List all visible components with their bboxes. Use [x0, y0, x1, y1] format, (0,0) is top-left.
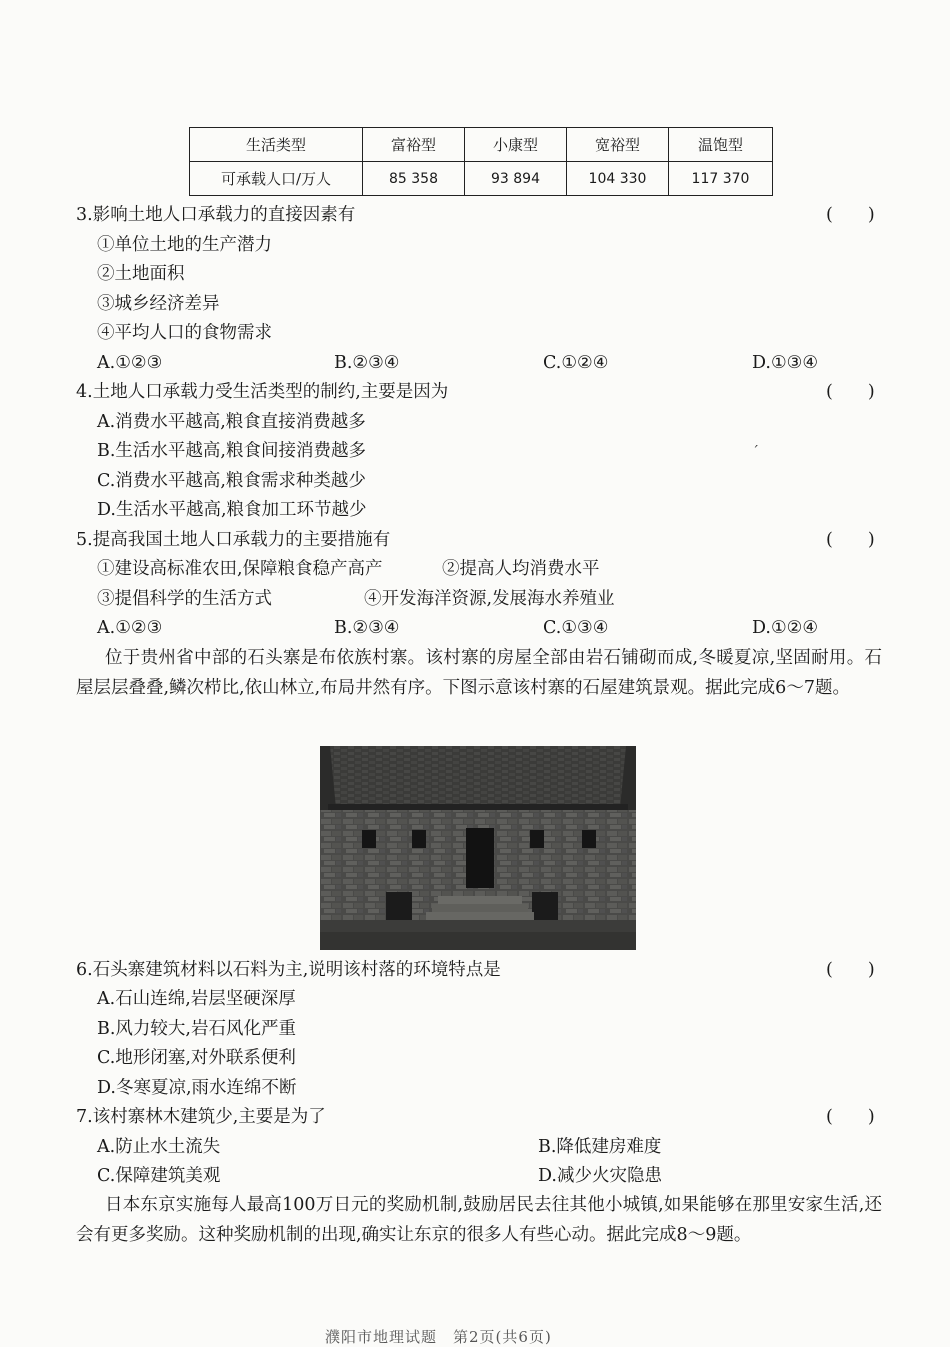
table-row [190, 162, 773, 196]
answer-bracket: ( ) [826, 530, 875, 550]
question-5-option-c: C.①③④ [543, 618, 609, 638]
question-5-option-b: B.②③④ [334, 618, 400, 638]
answer-bracket: ( ) [826, 382, 875, 402]
question-3-option-a: A.①②③ [97, 353, 163, 373]
table-header-cell: 富裕型 [363, 128, 465, 162]
question-3-stem: 3.影响土地人口承载力的直接因素有 [76, 205, 356, 225]
question-4-option-d: D.生活水平越高,粮食加工环节越少 [97, 500, 367, 520]
table-cell: 85 358 [363, 162, 465, 196]
question-6-option-b: B.风力较大,岩石风化严重 [97, 1019, 296, 1039]
question-3-item: ③城乡经济差异 [97, 294, 220, 314]
answer-bracket: ( ) [826, 1107, 875, 1127]
question-3-item: ②土地面积 [97, 264, 185, 284]
question-4-option-b: B.生活水平越高,粮食间接消费越多 [97, 441, 366, 461]
question-7-stem: 7.该村寨林木建筑少,主要是为了 [76, 1107, 326, 1127]
question-5-item: ③提倡科学的生活方式 [97, 589, 272, 609]
question-5-option-a: A.①②③ [97, 618, 163, 638]
question-5-item: ②提高人均消费水平 [442, 559, 600, 579]
table-cell: 117 370 [669, 162, 773, 196]
table-cell: 93 894 [465, 162, 567, 196]
pen-mark: ˊ [752, 444, 759, 460]
table-cell: 104 330 [567, 162, 669, 196]
question-5-stem: 5.提高我国土地人口承载力的主要措施有 [76, 530, 391, 550]
question-7-option-c: C.保障建筑美观 [97, 1166, 221, 1186]
question-4-stem: 4.土地人口承载力受生活类型的制约,主要是因为 [76, 382, 449, 402]
question-6-stem: 6.石头寨建筑材料以石料为主,说明该村落的环境特点是 [76, 960, 501, 980]
population-capacity-table [189, 127, 773, 196]
question-6-option-c: C.地形闭塞,对外联系便利 [97, 1048, 296, 1068]
question-7-option-b: B.降低建房难度 [538, 1137, 662, 1157]
table-header-cell: 温饱型 [669, 128, 773, 162]
question-3-option-b: B.②③④ [334, 353, 400, 373]
question-6-option-a: A.石山连绵,岩层坚硬深厚 [97, 989, 296, 1009]
stone-house-photo [320, 746, 636, 950]
answer-bracket: ( ) [826, 960, 875, 980]
question-5-option-d: D.①②④ [752, 618, 819, 638]
table-header-row [190, 128, 773, 162]
question-7-option-d: D.减少火灾隐患 [538, 1166, 662, 1186]
passage-stone-village: 位于贵州省中部的石头寨是布依族村寨。该村寨的房屋全部由岩石铺砌而成,冬暖夏凉,坚固耐用。石屋层层叠叠,鳞次栉比,依山林立,布局井然有序。下图示意该村寨的石屋建筑景观。据此完成6～7题。 [76, 648, 882, 698]
question-3-item: ④平均人口的食物需求 [97, 323, 272, 343]
table-row-label: 可承载人口/万人 [190, 162, 363, 196]
question-6-option-d: D.冬寒夏凉,雨水连绵不断 [97, 1078, 297, 1098]
question-3-option-d: D.①③④ [752, 353, 819, 373]
question-5-item: ①建设高标准农田,保障粮食稳产高产 [97, 559, 383, 579]
table-header-cell: 生活类型 [190, 128, 363, 162]
question-4-option-a: A.消费水平越高,粮食直接消费越多 [97, 412, 366, 432]
table-header-cell: 小康型 [465, 128, 567, 162]
table-header-cell: 宽裕型 [567, 128, 669, 162]
page-footer: 濮阳市地理试题 第2页(共6页) [325, 1328, 552, 1346]
question-3-option-c: C.①②④ [543, 353, 609, 373]
passage-tokyo-incentive: 日本东京实施每人最高100万日元的奖励机制,鼓励居民去往其他小城镇,如果能够在那里安家生活,还会有更多奖励。这种奖励机制的出现,确实让东京的很多人有些心动。据此完成8～9题。 [76, 1195, 882, 1245]
question-4-option-c: C.消费水平越高,粮食需求种类越少 [97, 471, 366, 491]
question-7-option-a: A.防止水土流失 [97, 1137, 221, 1157]
answer-bracket: ( ) [826, 205, 875, 225]
question-5-item: ④开发海洋资源,发展海水养殖业 [364, 589, 615, 609]
question-3-item: ①单位土地的生产潜力 [97, 235, 272, 255]
